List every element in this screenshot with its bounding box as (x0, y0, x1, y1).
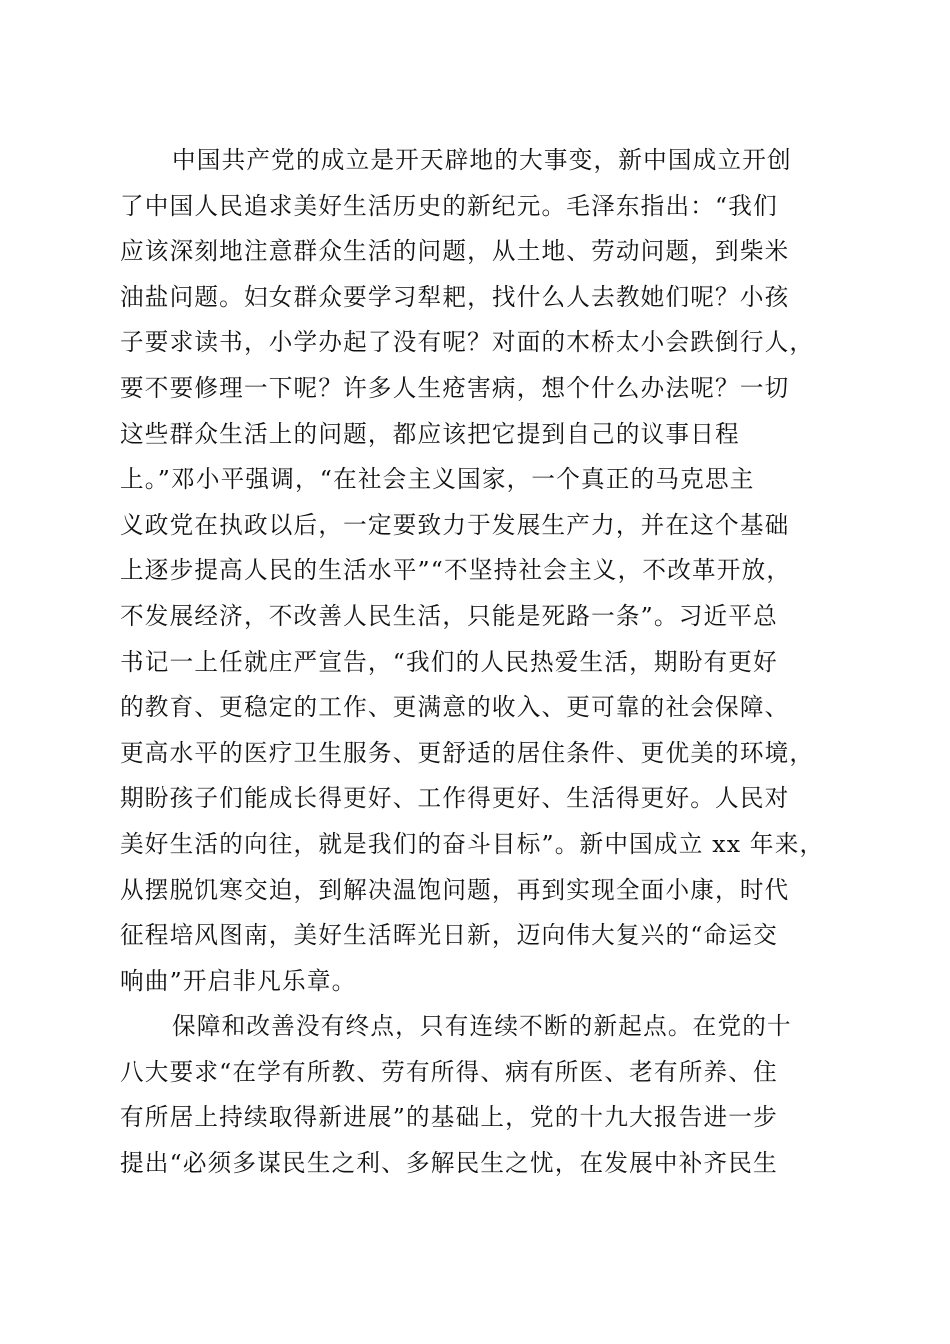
text-line: 美好生活的向往，就是我们的奋斗目标”。新中国成立 xx 年来， (120, 829, 825, 858)
text-line: 应该深刻地注意群众生活的问题，从土地、劳动问题，到柴米 (120, 237, 790, 266)
text-line: 八大要求“在学有所教、劳有所得、病有所医、老有所养、住 (120, 1057, 778, 1086)
paragraph-1 (120, 138, 836, 1004)
text-line: 中国共产党的成立是开天辟地的大事变，新中国成立开创 (172, 146, 792, 174)
text-line: 的教育、更稳定的工作、更满意的收入、更可靠的社会保障、 (120, 693, 790, 722)
text-line: 上。”邓小平强调，“在社会主义国家，一个真正的马克思主 (120, 465, 755, 494)
text-line: 子要求读书，小学办起了没有呢？对面的木桥太小会跌倒行人， (120, 328, 815, 357)
text-line: 期盼孩子们能成长得更好、工作得更好、生活得更好。人民对 (120, 784, 790, 813)
text-line: 义政党在执政以后，一定要致力于发展生产力，并在这个基础 (120, 510, 790, 539)
text-line: 这些群众生活上的问题，都应该把它提到自己的议事日程 (120, 419, 740, 448)
text-line: 更高水平的医疗卫生服务、更舒适的居住条件、更优美的环境， (120, 738, 815, 767)
text-line: 不发展经济，不改善人民生活，只能是死路一条”。习近平总 (120, 601, 778, 630)
text-line: 响曲”开启非凡乐章。 (120, 966, 357, 995)
text-line: 征程培风图南，美好生活晖光日新，迈向伟大复兴的“命运交 (120, 921, 778, 950)
text-line: 有所居上持续取得新进展”的基础上，党的十九大报告进一步 (120, 1103, 778, 1132)
text-line: 要不要修理一下呢？许多人生疮害病，想个什么办法呢？一切 (120, 373, 790, 402)
paragraph-2 (120, 1004, 836, 1186)
text-line: 从摆脱饥寒交迫，到解决温饱问题，再到实现全面小康，时代 (120, 875, 790, 904)
text-line: 上逐步提高人民的生活水平”“不坚持社会主义，不改革开放， (120, 556, 792, 585)
text-line: 保障和改善没有终点，只有连续不断的新起点。在党的十 (172, 1012, 792, 1041)
text-line: 了中国人民追求美好生活历史的新纪元。毛泽东指出：“我们 (120, 191, 778, 220)
text-line: 书记一上任就庄严宣告，“我们的人民热爱生活，期盼有更好 (120, 647, 778, 676)
text-line: 提出“必须多谋民生之利、多解民生之忧，在发展中补齐民生 (120, 1149, 778, 1178)
text-line: 油盐问题。妇女群众要学习犁耙，找什么人去教她们呢？小孩 (120, 282, 790, 311)
document-body (120, 138, 836, 1187)
